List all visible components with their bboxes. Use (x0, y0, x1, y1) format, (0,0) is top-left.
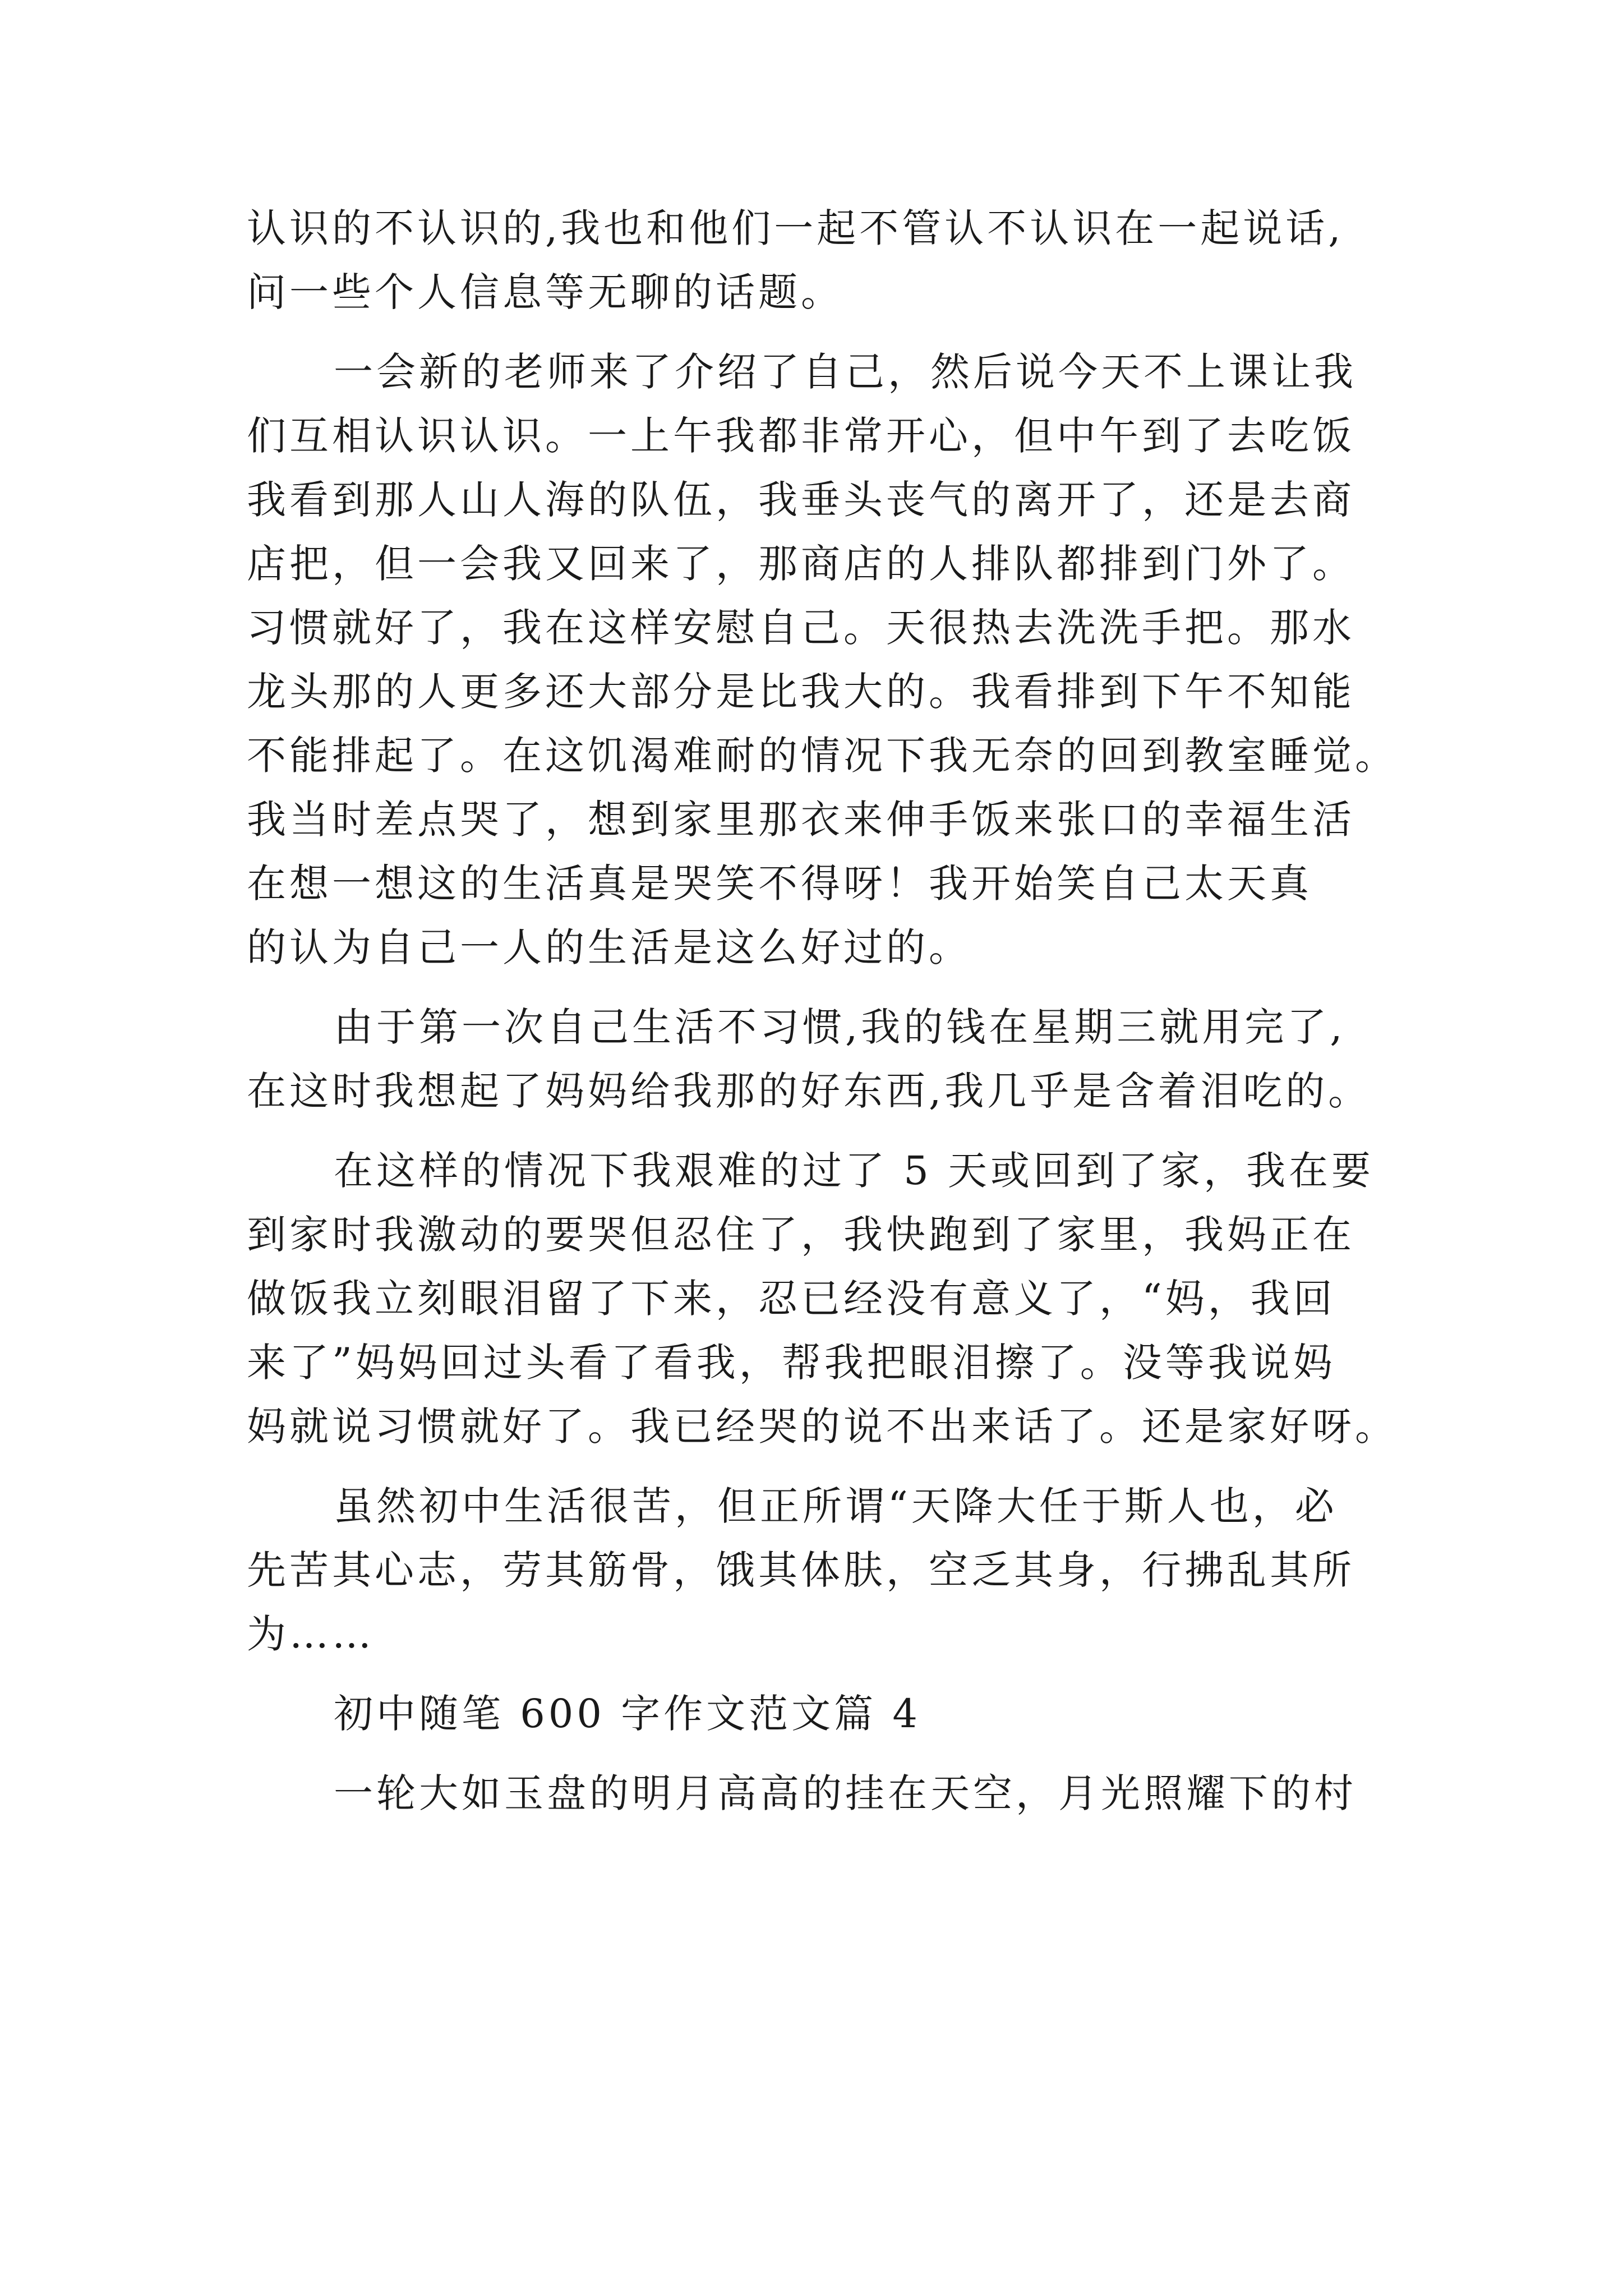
text-line: 在这时我想起了妈妈给我那的好东西,我几乎是含着泪吃的。 (247, 1068, 1371, 1114)
text-line: 在想一想这的生活真是哭笑不得呀！我开始笑自己太天真 (247, 861, 1312, 907)
text-line: 到家时我激动的要哭但忍住了，我快跑到了家里，我妈正在 (247, 1212, 1355, 1258)
heading-line: 初中随笔 600 字作文范文篇 4 (334, 1691, 921, 1737)
text-line: 我看到那人山人海的队伍，我垂头丧气的离开了，还是去商 (247, 477, 1355, 523)
text-line: 妈就说习惯就好了。我已经哭的说不出来话了。还是家好呀。 (247, 1404, 1398, 1450)
paragraph-1 (247, 196, 1424, 324)
paragraph-3 (247, 995, 1424, 1123)
text-line: 习惯就好了，我在这样安慰自己。天很热去洗洗手把。那水 (247, 605, 1355, 651)
text-line: 由于第一次自己生活不习惯,我的钱在星期三就用完了, (334, 1004, 1346, 1050)
text-line: 们互相认识认识。一上午我都非常开心，但中午到了去吃饭 (247, 413, 1355, 459)
text-line: 的认为自己一人的生活是这么好过的。 (247, 924, 971, 970)
text-line: 先苦其心志，劳其筋骨，饿其体肤，空乏其身，行拂乱其所 (247, 1547, 1355, 1593)
text-line: 认识的不认识的,我也和他们一起不管认不认识在一起说话, (247, 205, 1344, 251)
text-line: 来了”妈妈回过头看了看我，帮我把眼泪擦了。没等我说妈 (247, 1340, 1336, 1386)
text-line: 一会新的老师来了介绍了自己，然后说今天不上课让我 (334, 349, 1357, 395)
text-line: 问一些个人信息等无聊的话题。 (247, 269, 843, 315)
paragraph-2 (247, 340, 1424, 979)
text-line: 在这样的情况下我艰难的过了 5 天或回到了家，我在要 (334, 1148, 1375, 1194)
section-heading (247, 1682, 1424, 1746)
text-line: 做饭我立刻眼泪留了下来，忍已经没有意义了，“妈，我回 (247, 1276, 1336, 1322)
text-line: 一轮大如玉盘的明月高高的挂在天空，月光照耀下的村 (334, 1770, 1357, 1816)
text-line: 我当时差点哭了，想到家里那衣来伸手饭来张口的幸福生活 (247, 797, 1355, 843)
text-line: 店把，但一会我又回来了，那商店的人排队都排到门外了。 (247, 541, 1355, 587)
paragraph-5 (247, 1474, 1424, 1666)
document-body (247, 196, 1424, 1825)
paragraph-4 (247, 1139, 1424, 1458)
text-line: 虽然初中生活很苦，但正所谓“天降大任于斯人也，必 (334, 1483, 1338, 1529)
text-line: 不能排起了。在这饥渴难耐的情况下我无奈的回到教室睡觉。 (247, 733, 1398, 779)
paragraph-6 (247, 1761, 1424, 1825)
text-line: 为…… (247, 1611, 375, 1657)
text-line: 龙头那的人更多还大部分是比我大的。我看排到下午不知能 (247, 669, 1355, 715)
